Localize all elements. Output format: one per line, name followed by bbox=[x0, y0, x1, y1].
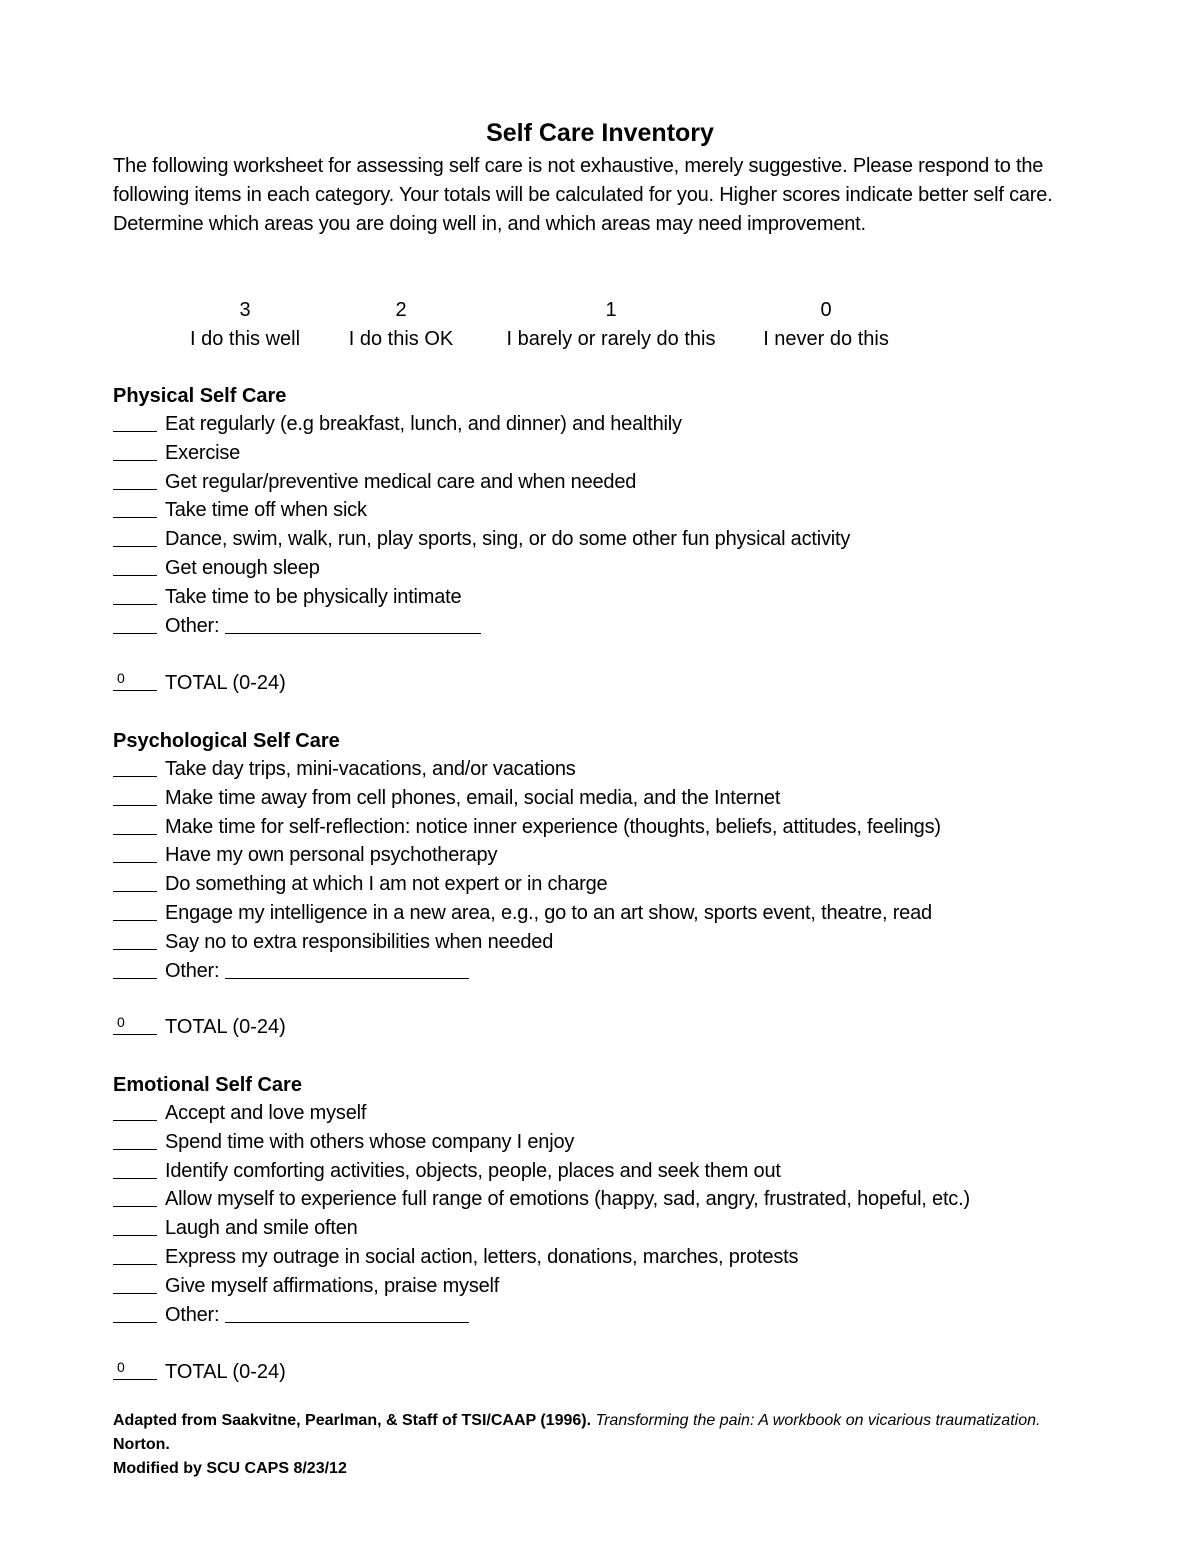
psychological-total: 0 TOTAL (0-24) bbox=[113, 1013, 286, 1042]
score-input[interactable] bbox=[113, 1302, 157, 1323]
scale-option-0: 0 I never do this bbox=[763, 299, 889, 350]
citation-authors: Adapted from Saakvitne, Pearlman, & Staff of TSI/CAAP (1996). bbox=[113, 1412, 592, 1429]
psychological-items bbox=[113, 755, 941, 985]
score-input[interactable] bbox=[113, 1244, 157, 1265]
score-input[interactable] bbox=[113, 411, 157, 432]
score-input[interactable] bbox=[113, 469, 157, 490]
other-text-field[interactable] bbox=[225, 958, 469, 979]
list-item: Engage my intelligence in a new area, e.g., go to an art show, sports event, theatre, read bbox=[113, 899, 941, 928]
score-input[interactable] bbox=[113, 871, 157, 892]
scale-option-2: 2 I do this OK bbox=[348, 299, 454, 350]
list-item: Give myself affirmations, praise myself bbox=[113, 1272, 970, 1301]
list-item: Express my outrage in social action, letters, donations, marches, protests bbox=[113, 1243, 970, 1272]
physical-total: 0 TOTAL (0-24) bbox=[113, 669, 286, 698]
section-heading-emotional: Emotional Self Care bbox=[113, 1074, 302, 1096]
section-heading-psychological: Psychological Self Care bbox=[113, 730, 340, 752]
score-input[interactable] bbox=[113, 1186, 157, 1207]
list-item: Laugh and smile often bbox=[113, 1214, 970, 1243]
page-title: Self Care Inventory bbox=[486, 119, 714, 147]
list-item: Take time to be physically intimate bbox=[113, 583, 850, 612]
list-item: Get regular/preventive medical care and when needed bbox=[113, 468, 850, 497]
list-item: Say no to extra responsibilities when needed bbox=[113, 928, 941, 957]
score-input[interactable] bbox=[113, 842, 157, 863]
total-field: 0 bbox=[113, 1359, 157, 1380]
score-input[interactable] bbox=[113, 929, 157, 950]
list-item: Accept and love myself bbox=[113, 1099, 970, 1128]
score-input[interactable] bbox=[113, 785, 157, 806]
list-item: Allow myself to experience full range of emotions (happy, sad, angry, frustrated, hopeful, etc.) bbox=[113, 1185, 970, 1214]
score-input[interactable] bbox=[113, 526, 157, 547]
score-input[interactable] bbox=[113, 584, 157, 605]
score-input[interactable] bbox=[113, 1273, 157, 1294]
score-input[interactable] bbox=[113, 497, 157, 518]
physical-items bbox=[113, 410, 850, 640]
score-input[interactable] bbox=[113, 1158, 157, 1179]
score-input[interactable] bbox=[113, 1129, 157, 1150]
score-input[interactable] bbox=[113, 814, 157, 835]
list-item: Take day trips, mini-vacations, and/or vacations bbox=[113, 755, 941, 784]
score-input[interactable] bbox=[113, 958, 157, 979]
scale-option-3: 3 I do this well bbox=[189, 299, 301, 350]
total-field: 0 bbox=[113, 670, 157, 691]
emotional-total: 0 TOTAL (0-24) bbox=[113, 1358, 286, 1387]
list-item: Other: bbox=[113, 1301, 970, 1330]
list-item: Dance, swim, walk, run, play sports, sing, or do some other fun physical activity bbox=[113, 525, 850, 554]
score-input[interactable] bbox=[113, 1215, 157, 1236]
list-item: Make time away from cell phones, email, social media, and the Internet bbox=[113, 784, 941, 813]
score-input[interactable] bbox=[113, 555, 157, 576]
score-input[interactable] bbox=[113, 440, 157, 461]
score-input[interactable] bbox=[113, 900, 157, 921]
scale-option-1: 1 I barely or rarely do this bbox=[506, 299, 716, 350]
citation-footer bbox=[113, 1409, 1073, 1481]
citation-publisher: Norton. bbox=[113, 1436, 170, 1453]
emotional-items bbox=[113, 1099, 970, 1329]
list-item: Other: bbox=[113, 957, 941, 986]
list-item: Get enough sleep bbox=[113, 554, 850, 583]
intro-paragraph: The following worksheet for assessing self care is not exhaustive, merely suggestive. Please respond to the following items in each category. Your totals will be calculated for you. Higher scores indicate better self care. Determine which areas you are doing well in, and which areas may need improvement. bbox=[113, 155, 1053, 235]
list-item: Exercise bbox=[113, 439, 850, 468]
list-item: Do something at which I am not expert or in charge bbox=[113, 870, 941, 899]
list-item: Other: bbox=[113, 612, 850, 641]
list-item: Take time off when sick bbox=[113, 496, 850, 525]
score-input[interactable] bbox=[113, 1100, 157, 1121]
total-field: 0 bbox=[113, 1014, 157, 1035]
score-input[interactable] bbox=[113, 756, 157, 777]
other-text-field[interactable] bbox=[225, 1302, 469, 1323]
list-item: Make time for self-reflection: notice inner experience (thoughts, beliefs, attitudes, feelings) bbox=[113, 813, 941, 842]
list-item: Identify comforting activities, objects, people, places and seek them out bbox=[113, 1157, 970, 1186]
other-text-field[interactable] bbox=[225, 613, 481, 634]
list-item: Have my own personal psychotherapy bbox=[113, 841, 941, 870]
list-item: Eat regularly (e.g breakfast, lunch, and dinner) and healthily bbox=[113, 410, 850, 439]
score-input[interactable] bbox=[113, 613, 157, 634]
list-item: Spend time with others whose company I enjoy bbox=[113, 1128, 970, 1157]
section-heading-physical: Physical Self Care bbox=[113, 385, 287, 407]
citation-title: Transforming the pain: A workbook on vicarious traumatization. bbox=[595, 1412, 1041, 1429]
modified-note: Modified by SCU CAPS 8/23/12 bbox=[113, 1460, 347, 1477]
